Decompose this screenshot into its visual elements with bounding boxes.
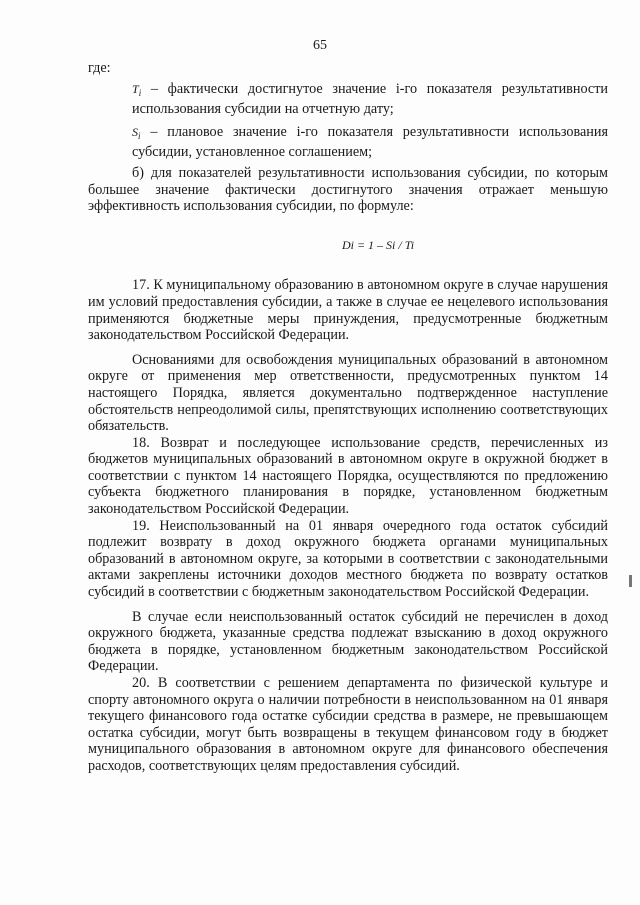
subscript-s: i <box>138 130 141 141</box>
subscript-t: i <box>138 87 142 98</box>
page-number: 65 <box>313 38 327 53</box>
document-body <box>88 60 608 775</box>
paragraph-20: 20. В соответствии с решением департамента по физической культуре и спорту автономного округа о наличии потребности в неиспользованном на 01 января текущего финансового года остатке субсидии средства в размере, не превышающем остатка субсидии, могут быть возвращены в текущем финансовом году в бюджет муниципального образования в автономном округе для финансового обеспечения расходов, соответствующих целям предоставления субсидий. <box>88 675 608 774</box>
symbol-s: S <box>132 124 138 139</box>
paragraph-grounds: Основаниями для освобождения муниципальных образований в автономном округе от применения мер ответственности, предусмотренных пунктом 14 настоящего Порядка, является документально подтвержденное наступление обстоятельств непреодолимой силы, препятствующих исполнению соответствующих обязательств. <box>88 351 608 435</box>
point-b: б) для показателей результативности использования субсидии, по которым большее значение фактически достигнутого значения отражает меньшую эффективность использования субсидии, по формуле: <box>88 164 608 215</box>
definition-t-text: – фактически достигнутое значение i-го показателя результативности использования субсидии на отчетную дату; <box>132 80 608 118</box>
symbol-t: T <box>132 81 139 96</box>
paragraph-recovery: В случае если неиспользованный остаток субсидий не перечислен в доход окружного бюджета, указанные средства подлежат взысканию в доход окружного бюджета в порядке, установленном бюджетным законодательством Российской Федерации. <box>88 608 608 675</box>
paragraph-18: 18. Возврат и последующее использование средств, перечисленных из бюджетов муниципальных образований в автономном округе в окружной бюджет в соответствии с пунктом 14 настоящего Порядка, осуществляются по предложению субъекта бюджетного планирования в порядке, установленном бюджетным законодательством Российской Федерации. <box>88 434 608 518</box>
definition-t <box>88 81 608 118</box>
formula: Di = 1 – Si / Ti <box>341 237 415 252</box>
margin-mark <box>629 575 632 587</box>
paragraph-17: 17. К муниципальному образованию в автономном округе в случае нарушения им условий предоставления субсидии, а также в случае ее нецелевого использования применяются бюджетные меры принуждения, предусмотренные бюджетным законодательством Российской Федерации. <box>88 277 608 344</box>
paragraph-19: 19. Неиспользованный на 01 января очередного года остаток субсидий подлежит возврату в доход окружного бюджета органами муниципальных образований в автономном округе, за которыми в соответствии с законодательными актами закреплены источники доходов местного бюджета по возврату остатков субсидий в соответствии с бюджетным законодательством Российской Федерации. <box>88 517 608 601</box>
intro-label: где: <box>88 60 111 76</box>
definition-s-text: – плановое значение i-го показателя результативности использования субсидии, установленное соглашением; <box>132 123 608 161</box>
definition-s <box>88 124 608 161</box>
